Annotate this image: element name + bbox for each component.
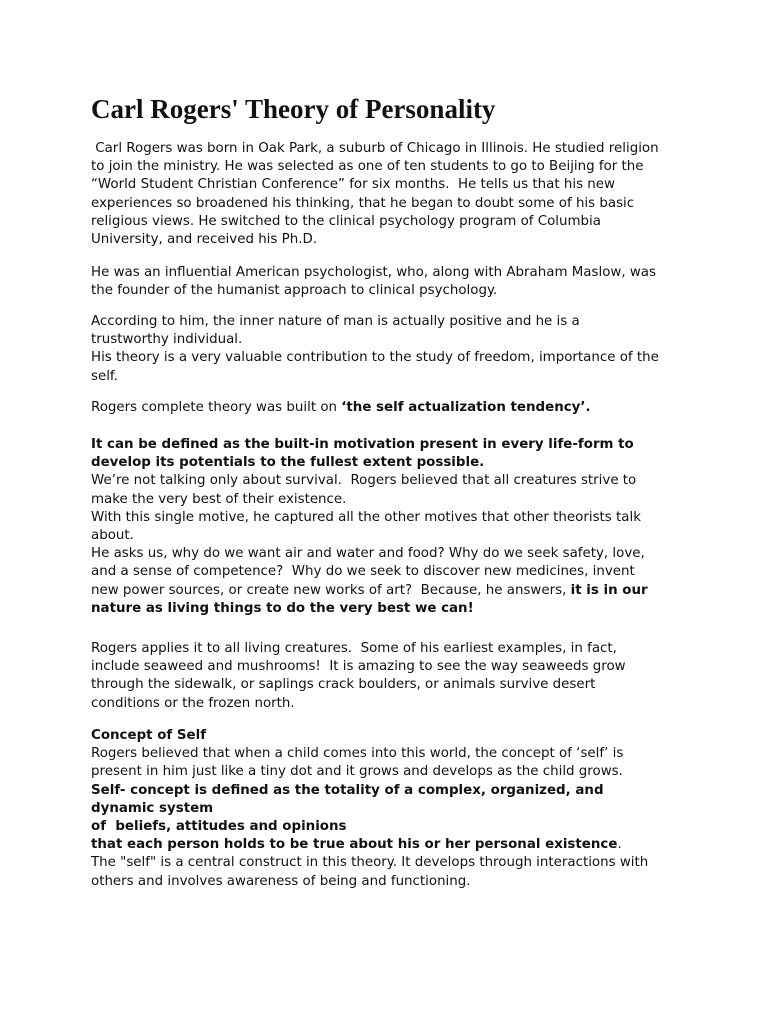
section-heading: Concept of Self <box>91 728 207 743</box>
text-line: With this single motive, he captured all the other motives that other theorists talk <box>91 509 641 525</box>
theory-text: Rogers complete theory was built on <box>91 400 342 415</box>
text-line: Rogers believed that when a child comes into this world, the concept of ‘self’ is <box>91 746 624 762</box>
theory-emphasis: ‘the self actualization tendency’. <box>341 400 591 415</box>
page-title: Carl Rogers' Theory of Personality <box>91 94 496 124</box>
text-line: Carl Rogers was born in Oak Park, a suburb of Chicago in Illinois. He studied religion <box>91 141 659 156</box>
definition-line: of beliefs, attitudes and opinions <box>91 819 347 835</box>
text-line: include seaweed and mushrooms! It is amazing to see the way seaweeds grow <box>91 659 626 675</box>
text-line: His theory is a very valuable contribution to the study of freedom, importance of the <box>91 350 659 366</box>
section-concept-of-self <box>91 727 691 891</box>
definition-line: It can be defined as the built-in motivation present in every life-form to <box>91 437 634 452</box>
mixed-emphasis: it is in our <box>570 582 648 598</box>
paragraph-actualization <box>91 436 691 618</box>
text-line: present in him just like a tiny dot and it grows and develops as the child grows. <box>91 764 623 780</box>
text-line: and a sense of competence? Why do we seek to discover new medicines, invent <box>91 564 635 580</box>
text-line: Rogers applies it to all living creatures. Some of his earliest examples, in fact, <box>91 641 617 656</box>
text-line: The "self" is a central construct in this theory. It develops through interactions with <box>91 855 649 871</box>
text-line: “World Student Christian Conference” for six months. He tells us that his new <box>91 177 615 193</box>
definition-line: Self- concept is defined as the totality of a complex, organized, and <box>91 782 604 798</box>
text-line: conditions or the frozen north. <box>91 695 295 711</box>
text-line: University, and received his Ph.D. <box>91 232 318 248</box>
text-line: others and involves awareness of being and functioning. <box>91 873 471 889</box>
text-line: self. <box>91 368 118 384</box>
definition-line: dynamic system <box>91 800 214 816</box>
text-line: He was an influential American psychologist, who, along with Abraham Maslow, was <box>91 265 656 280</box>
text-line: He asks us, why do we want air and water and food? Why do we seek safety, love, <box>91 546 645 562</box>
paragraph-theory <box>91 399 691 417</box>
definition-line: develop its potentials to the fullest extent possible. <box>91 455 485 471</box>
text-line <box>91 582 691 600</box>
text-line: According to him, the inner nature of man is actually positive and he is a <box>91 314 580 329</box>
definition-emphasis: that each person holds to be true about his or her personal existence <box>91 837 618 853</box>
text-line: about. <box>91 528 134 544</box>
text-line: make the very best of their existence. <box>91 491 347 507</box>
text-line: through the sidewalk, or saplings crack boulders, or animals survive desert <box>91 677 596 693</box>
text-line: experiences so broadened his thinking, that he began to doubt some of his basic <box>91 195 635 211</box>
paragraph-examples <box>91 640 691 713</box>
paragraph-biography <box>91 140 691 249</box>
text-line: to join the ministry. He was selected as one of ten students to go to Beijing for the <box>91 159 644 175</box>
text-line: We’re not talking only about survival. Rogers believed that all creatures strive to <box>91 473 637 489</box>
text-line: religious views. He switched to the clinical psychology program of Columbia <box>91 213 601 229</box>
text-line: trustworthy individual. <box>91 332 243 348</box>
text-line: the founder of the humanist approach to clinical psychology. <box>91 283 498 299</box>
mixed-text: new power sources, or create new works of art? Because, he answers, <box>91 582 571 598</box>
paragraph-inner-nature <box>91 313 691 386</box>
text-line <box>91 399 691 417</box>
definition-tail: . <box>617 837 622 853</box>
emphasis-line: nature as living things to do the very best we can! <box>91 600 474 616</box>
text-line <box>91 836 691 854</box>
paragraph-influence <box>91 264 691 300</box>
